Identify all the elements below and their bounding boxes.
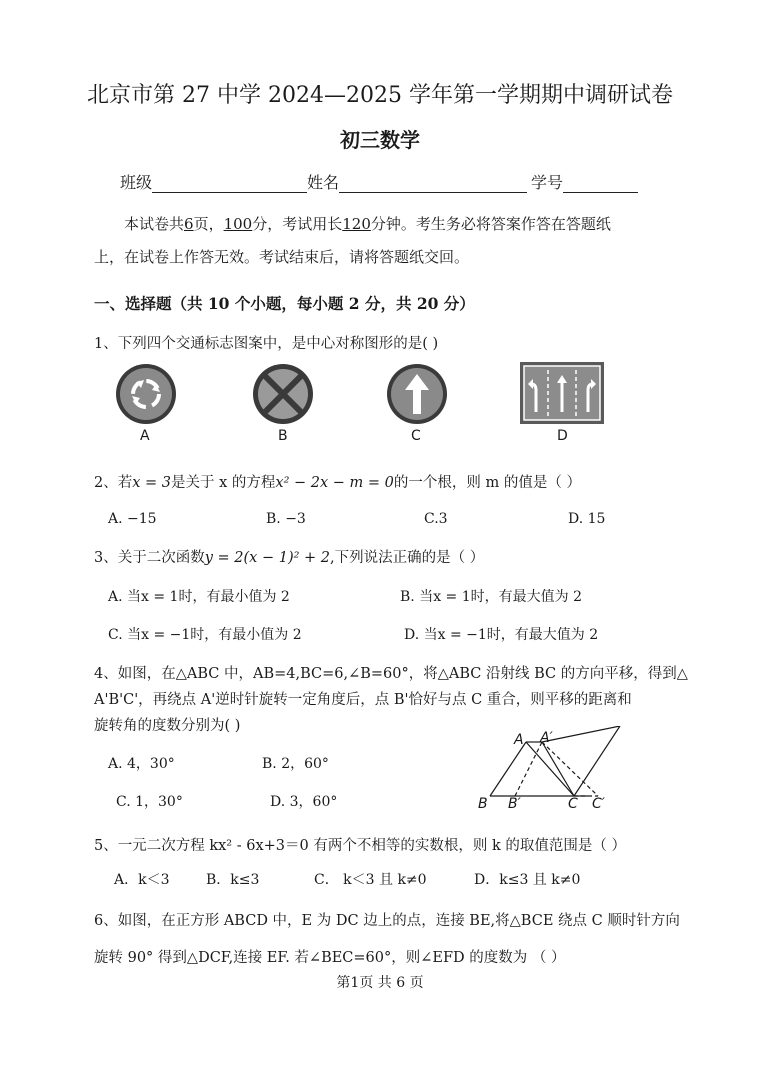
sign-d-lane-directions — [520, 362, 604, 428]
q2-text: 2、若 — [94, 475, 133, 491]
instr-minutes: 120 — [342, 215, 371, 233]
question-6-line-2: 旋转 90° 得到△DCF,连接 EF. 若∠BEC=60°，则∠EFD 的度数为 （ ） — [94, 950, 566, 966]
instr-text: 页， — [193, 215, 224, 233]
q2-option-a: A. −15 — [108, 511, 157, 527]
q4-option-a: A. 4，30° — [108, 756, 175, 772]
question-2-text — [94, 471, 581, 492]
q2-text: 是关于 x 的方程 — [171, 475, 276, 491]
q2-option-b: B. −3 — [266, 511, 306, 527]
q3-option-c: C. 当x = −1时，有最小值为 2 — [108, 627, 302, 643]
q3-option-b: B. 当x = 1时，有最大值为 2 — [400, 589, 582, 605]
q4-option-d: D. 3，60° — [270, 794, 338, 810]
page-footer: 第1页 共 6 页 — [336, 975, 424, 991]
name-field[interactable] — [339, 174, 527, 193]
class-label: 班级 — [120, 173, 153, 192]
q3-text: ,下列说法正确的是（ ） — [330, 550, 485, 566]
q4-option-b: B. 2，60° — [262, 756, 329, 772]
section-heading: 一、选择题（共 10 个小题，每小题 2 分，共 20 分） — [94, 294, 475, 313]
question-5-text: 5、一元二次方程 kx² - 6x+3＝0 有两个不相等的实数根，则 k 的取值范围是（ ） — [94, 838, 626, 854]
q2-option-c: C.3 — [424, 511, 448, 527]
question-3-text — [94, 546, 484, 567]
name-label: 姓名 — [307, 173, 340, 192]
fig-label-b-prime: B′ — [508, 796, 521, 812]
student-id-field[interactable] — [563, 174, 638, 193]
q5-option-b: B．k≤3 — [206, 872, 260, 888]
fig-label-a: A — [514, 732, 524, 748]
no-stopping-sign-icon — [251, 362, 315, 426]
sign-a-label: A — [140, 428, 150, 444]
instructions-line-2: 上，在试卷上作答无效。考试结束后，请将答题纸交回。 — [94, 248, 470, 266]
student-info-fields — [120, 170, 638, 193]
q3-equation: y = 2(x − 1)² + 2 — [204, 550, 331, 566]
instructions-line-1 — [124, 213, 611, 234]
fig-label-a-prime: A′ — [540, 730, 553, 746]
instr-text: 分，考试用长 — [252, 215, 343, 233]
question-4-line-2: A'B'C'，再绕点 A'逆时针旋转一定角度后，点 B'恰好与点 C 重合，则平移的距离和 — [94, 692, 632, 708]
q2-option-d: D. 15 — [568, 511, 606, 527]
sign-b-label: B — [278, 428, 288, 444]
triangle-translation-figure — [470, 726, 640, 822]
question-6-line-1: 6、如图，在正方形 ABCD 中，E 为 DC 边上的点，连接 BE,将△BCE 绕点 C 顺时针方向 — [94, 913, 680, 929]
question-4-line-3: 旋转角的度数分别为( ) — [94, 718, 241, 734]
q5-option-d: D．k≤3 且 k≠0 — [474, 872, 581, 888]
q2-equation: x = 3 — [132, 475, 172, 491]
q4-figure — [470, 726, 640, 826]
instr-score: 100 — [223, 215, 253, 233]
fig-label-c-prime: C′ — [592, 796, 605, 812]
exam-subtitle: 初三数学 — [340, 128, 420, 152]
sign-d-label: D — [557, 428, 568, 444]
q5-option-c: C． k＜3 且 k≠0 — [314, 872, 427, 888]
instr-text: 分钟。考生务必将答案作答在答题纸 — [370, 215, 611, 233]
sign-b-no-stopping — [251, 362, 315, 430]
class-field[interactable] — [152, 174, 307, 193]
fig-label-b: B — [478, 796, 488, 812]
lane-direction-sign-icon — [520, 362, 604, 424]
roundabout-sign-icon — [114, 362, 178, 426]
q3-option-d: D. 当x = −1时，有最大值为 2 — [404, 627, 599, 643]
q3-option-a: A. 当x = 1时，有最小值为 2 — [108, 589, 290, 605]
question-1-text: 1、下列四个交通标志图案中，是中心对称图形的是( ) — [94, 336, 439, 352]
q5-option-a: A．k＜3 — [114, 872, 170, 888]
exam-title: 北京市第 27 中学 2024—2025 学年第一学期期中调研试卷 — [87, 83, 673, 108]
instr-pages: 6 — [184, 215, 194, 233]
q2-text: 的一个根，则 m 的值是（ ） — [393, 475, 581, 491]
sign-a-roundabout — [114, 362, 178, 430]
q2-equation: x² − 2x − m = 0 — [275, 475, 394, 491]
sign-c-straight-ahead — [385, 362, 449, 430]
q3-text: 3、关于二次函数 — [94, 550, 205, 566]
q4-option-c: C. 1，30° — [116, 794, 183, 810]
straight-arrow-sign-icon — [385, 362, 449, 426]
sign-c-label: C — [411, 428, 421, 444]
id-label: 学号 — [531, 173, 564, 192]
question-4-line-1: 4、如图，在△ABC 中，AB=4,BC=6,∠B=60°，将△ABC 沿射线 BC 的方向平移，得到△ — [94, 666, 688, 682]
instr-text: 本试卷共 — [124, 215, 185, 233]
fig-label-c: C — [568, 796, 578, 812]
